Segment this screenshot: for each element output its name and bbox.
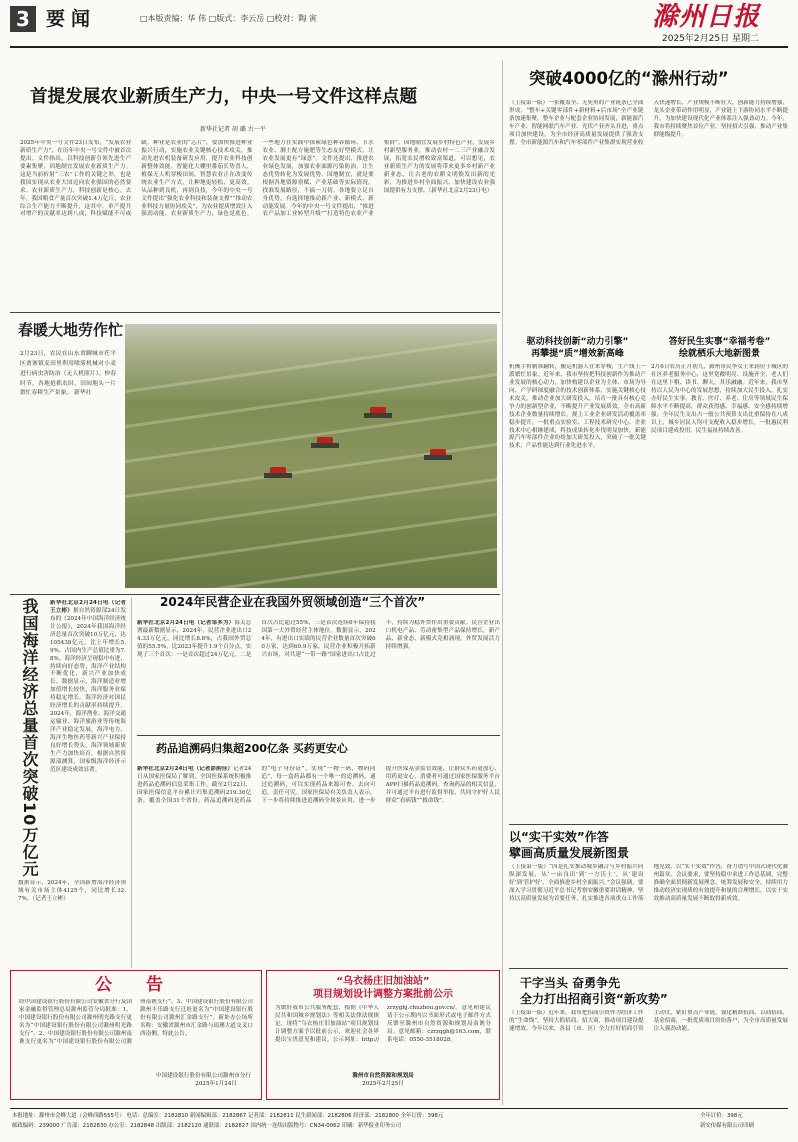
- lead: （上接第一版）: [509, 1010, 549, 1016]
- body-text: 据自然资源部24日发布的《2024年中国海洋经济统计公报》，2024年我国海洋经济总量首次突破10万亿元，达105438亿元，比上年增长5.9%，占国内生产总值比重为7.8%。海洋经济呈现稳中有进、持续向好态势，海洋产业结构不断优化，新兴产业加快成长。数据显示，海洋制造业增加值增长较快，海洋服务业保持稳定增长。海洋经济对国民经济增长的贡献率持续提升。2024年，海洋渔业、海洋交通运输业、海洋旅游业等传统海洋产业稳定发展，海洋电力、海洋生物医药等新兴产业保持良好增长势头，海洋领域新质生产力加快培育。根据自然资源部测算，国家级海洋经济示范区建设成效显著。: [50, 607, 126, 773]
- article-headline: 首提发展农业新质生产力，中央一号文件这样点题: [30, 87, 418, 107]
- notice-date: 2025年2月25日: [362, 1080, 404, 1087]
- article-body: 数据显示，2024年，全国新增海洋经济领域有关市场主体4125个，同比增长32.7%。（记者王立彬）: [18, 880, 126, 902]
- dateline: 新华社北京2月24日电（记者彭韵佳）: [137, 766, 233, 772]
- divider: [509, 968, 788, 969]
- tractor-icon: [270, 467, 286, 478]
- paper-logo: 滁州日报: [652, 2, 761, 32]
- dateline: 新华社北京2月24日电（记者邹多为）: [137, 620, 235, 626]
- article-body: 2025年中央一号文件23日发布，“发展农业新质生产力”，在历年中央一号文件中被首次提出。文件指出，以科技创新引领先进生产要素集聚，因地制宜发展农业新质生产力。这是当前折射“三农”工作的关键之举，也是我国实现从农业大国迈向农业强国的必然要求。农业新质生产力，科技创新是核心。去年，我国粮食产量首次突破1.4万亿斤，农业综合生产能力不断提升，这其中，单产提升对增产的贡献率达到八成，科技赋能不可或缺。种业是农业的“芯片”，要加快推进种业振兴行动，实施农业关键核心技术攻关，推动先进农机装备研发应用，提升农业科技创新整体效能。智能化大棚里番茄长势喜人，植保无人机穿梭田间，智慧农业正在改变传统农业生产方式，让种地更轻松、更高效。从品种到良机，再到良技，今年的中央一号文件提出“强化农业科技和装备支撑”“推动农业科技力量协同攻关”，为农业提质增效注入强劲动能。农业新质生产力，绿色是底色。一些地方在实践中探索绿色种养循环、节水农业、测土配方施肥等生态友好型模式，让农业发展更有“绿意”。文件还提出，推进农业绿色发展，加强农业面源污染防治，让生态优势转化为发展优势。因地制宜，就是要根据各地资源禀赋、产业基础等实际情况，找准发展路径，不搞一刀切。各地要立足自身优势，有选择地推动新产业、新模式、新动能发展。今年的中央一号文件提出，“推进农产品加工业转型升级”“打造特色农业产业集群”，因地制宜发展乡村特色产业，发展乡村新型服务业，推动农村一二三产业融合发展，拓宽农民增收致富渠道。可以想见，农业新质生产力的发展将带来更多乡村新产业新业态，让古老的农耕文明焕发出新的光彩，为推进乡村全面振兴、加快建设农业强国提供有力支撑。（新华社北京2月23日电）: [20, 140, 495, 218]
- footer-rule: [10, 1108, 788, 1109]
- section-title: 要闻: [46, 8, 97, 30]
- footer-price: 全年订价：398元: [700, 1113, 743, 1119]
- notice-title: 公 告: [95, 975, 177, 995]
- notice-box: [10, 970, 262, 1100]
- article-body: 机械手臂精准翻转，搬运机器人往来穿梭，生产线上一派繁忙景象。近年来，我市坚持把科技创新作为推动产业发展的核心动力，加快构建以企业为主体、市场为导向、产学研深度融合的技术创新体系，实施关键核心技术攻关，推动企业加大研发投入，培育一批具有核心竞争力的创新型企业，不断提升产业发展质效。全市高新技术企业数量持续增长，规上工业企业研发活动覆盖率稳步提升，一批重点实验室、工程技术研究中心、企业技术中心相继建成，科技成果转化步伐明显加快。新能源汽车零部件企业纷纷加大研发投入，突破了一批关键技术，产品性能达到行业先进水平。: [509, 364, 646, 450]
- vertical-headline: 我国海洋经济总量首次突破10万亿元: [20, 598, 39, 878]
- article-body: [509, 100, 788, 340]
- divider: [137, 735, 500, 736]
- photo-headline: 春暖大地劳作忙: [18, 321, 124, 339]
- notice-body: 为做好我市公共服务配套，根据《中华人民共和国城乡规划法》等相关法律法规规定，现将“乌衣杨庄旧加油站”项目规划设计调整方案予以批前公示，欢迎社会各界提出宝贵意见和建议。公示网址：http://zrzyghj.chuzhou.gov.cn/。意见和建议请于公示期内以书面形式或电子邮件方式反馈至滁州市自然资源和规划局南谯分局。意见邮箱：czrzqgh@163.com，联系电话：0550-3518028。: [275, 1005, 491, 1043]
- article-headline: 突破4000亿的“滁州行动”: [529, 69, 729, 88]
- dateline: 新华社北京2月24日电（记者王立彬）: [50, 600, 126, 614]
- article-headline: 以“实干实效”作答 擘画高质量发展新图景: [509, 830, 630, 860]
- tractor-icon: [430, 449, 446, 460]
- notice-signer: 滁州市自然资源和规划局: [352, 1073, 414, 1079]
- divider: [10, 312, 500, 313]
- article-body: [137, 620, 500, 730]
- footer-line: 邮政编码：239000 广告部：2182830 办公室：2182848 出版部：2182120 通联部：2182827 国内统一连续出版物号：CN34-0062 印刷：新华报业印务公司: [12, 1123, 402, 1129]
- article-body: [137, 766, 500, 966]
- article-body: 2月6日农历正月初九，滁州市民李女士来到位于城区的社区养老服务中心，这里宽敞明亮、设施齐全，老人们在这里下棋、读书、聊天，其乐融融。近年来，我市坚持以人民为中心的发展思想，持续加大民生投入，扎实办好民生实事，教育、医疗、养老、住房等领域民生保障水平不断提高，群众获得感、幸福感、安全感持续增强。全年民生支出占一般公共预算支出比重保持在八成以上，城乡居民人均可支配收入稳步增长，一批惠民利民项目建成投用，民生福祉持续改善。: [651, 364, 788, 434]
- photo-caption: [20, 350, 116, 500]
- notice-date: 2025年1月24日: [195, 1080, 237, 1087]
- subheading: 答好民生实事“幸福考卷” 绘就栖乐大地新图景: [668, 337, 771, 359]
- article-body: [509, 1010, 788, 1100]
- issue-date: 2025年2月25日 星期二: [662, 34, 759, 44]
- tractor-icon: [370, 407, 386, 418]
- footer-line: 本报地址：滁州市会峰大道（会峰西路555号） 电话：总编室：2182810 新闻编辑部：2182867 记者部：2182811 民生新闻部：2182806 经济部：2182800 全年订价：398元: [12, 1113, 444, 1119]
- farm-photo: [125, 324, 497, 588]
- byline: 新华社记者 胡 璐 古一平: [200, 126, 266, 133]
- header-rule: [10, 46, 788, 48]
- notice-title: “乌衣杨庄旧加油站” 项目规划设计调整方案批前公示: [313, 976, 453, 1000]
- body-text: 海关总署最新数据显示，2024年，民营企业进出口24.33万亿元，同比增长8.8%，占我国外贸总值的55.5%，比2023年提升1.9个百分点，实现了三个首次：一是首次超过24万亿元，二是首次占比超过55%，三是首次连续6年保持我国第一大外贸经营主体地位。数据显示，2024年，有进出口实绩的民营企业数量首次突破60万家，达到60.9万家。民营企业积极开拓新兴市场，对共建“一带一路”国家进出口占比过半，持续为稳外贸作出重要贡献。民营企业出口机电产品、劳动密集型产品保持增长，新产品、新业态、新模式竞相涌现，外贸发展活力持续增强。: [137, 620, 500, 658]
- article-headline: 干字当头 奋勇争先 全力打出招商引资“新攻势”: [520, 976, 668, 1006]
- footer-printer: 新安传媒有限公司印刷: [700, 1123, 754, 1129]
- body-text: 近年来，我市把招商引资作为经济工作的“生命线”，坚持大抓招商、招大商，推动项目建设提速增效。今年以来，各县（市、区）全力打好招商引资主动仗，紧盯重点产业链，强化精准招商、以商招商、基金招商，一批优质项目纷纷落户，为全市高质量发展注入强劲动能。: [509, 1010, 788, 1032]
- divider: [509, 824, 788, 825]
- article-headline: 2024年民营企业在我国外贸领域创造“三个首次”: [160, 595, 426, 609]
- article-body: [50, 600, 126, 875]
- photo-credit: 新华社: [74, 390, 92, 397]
- article-headline: 药品追溯码归集超200亿条 买药更安心: [156, 742, 348, 755]
- page-number: 3: [10, 6, 36, 32]
- article-body: [509, 864, 788, 966]
- notice-box: [266, 970, 500, 1100]
- notice-body: 经中国建设银行股份有限公司安徽省分行及国家金融监督管理总局滁州监管分局批准：1、中国建设银行股份有限公司滁州明光路支行更名为“中国建设银行股份有限公司滁州明光路支行”。2、中国建设银行股份有限公司滁州南谯支行更名为“中国建设银行股份有限公司滁州南谯支行”。3、中国建设银行股份有限公司滁州丰乐路支行迁址更名为“中国建设银行股份有限公司滁州汇金路支行”。新址办公场所名称：安徽省滁州市汇金路与琅琊大道交叉口西南侧。特此公告。: [19, 999, 253, 1045]
- column-divider: [502, 60, 503, 1105]
- subheading: 驱动科技创新“动力引擎” 再攀提“质”增效新高峰: [526, 337, 629, 359]
- body-text: 一张覆盖全、无死角的产业链条已全面形成，“整车+关键零部件+新材料+后市场”全产业链条加速集聚，整车企业与配套企业协同发展，新能源汽车产业、智能网联汽车产业、光伏产业齐头并进，重点项目加快建设，为全市经济高质量发展提供了强劲支撑。全市新能源汽车和汽车零部件产业集群实现营业收入快速增长，产业规模不断壮大，创新能力持续增强，龙头企业带动作用明显，产业链上下游协同水平不断提升，为加快建设现代化产业体系注入强劲动力。今年，我市将持续聚焦首位产业，坚持招大引强，推动产业集群能级提升。: [509, 100, 788, 146]
- notice-signer: 中国建设银行股份有限公司滁州市分行: [155, 1073, 251, 1079]
- tractor-icon: [317, 437, 333, 448]
- lead: （上接第一版）: [509, 100, 549, 106]
- column-divider: [131, 598, 132, 968]
- lead: （上接第一版）: [509, 864, 550, 870]
- body-text: “四是扎实推动城乡融合与乡村振兴向纵深发展，从‘一亩良田’到‘一方沃土’，从‘建设好’到‘管护好’，全面推进乡村全面振兴。”会议强调，要深入学习贯彻习近平总书记考察安徽重要讲话精神，坚持以高质量发展为首要任务，扎实推进各项重点工作落地见效，以“实干实效”作答，奋力谱写中国式现代化滁州篇章。会议要求，要坚持稳中求进工作总基调，完整准确全面贯彻新发展理念，统筹发展和安全，持续用力推动经济实现质的有效提升和量的合理增长，以实干实效推动高质量发展不断取得新成效。: [509, 864, 788, 902]
- caption-text: 2月23日，农民在山东省聊城市茌平区贾寨镇麦田里利用喷雾机械对小麦进行病虫害防治（无人机照片）。仲春时节，各地抢抓农时，田间地头一片繁忙春耕生产景象。: [20, 351, 116, 397]
- staff-line: □本版责编：华 伟 □版式：李云岳 □校对：陶 寅: [140, 14, 317, 23]
- body-text: 记者24日从国家医保局了解到，全国医保系统积极推进药品追溯码信息采集工作，截至2月22日，国家医保信息平台累计归集追溯码219.36亿条，覆盖全国31个省份。药品追溯码是药品的“电子身份证”，实现“一物一码，物码同追”，每一盒药品都有一个唯一的追溯码。通过追溯码，可以实现药品来源可查、去向可追、责任可究。国家医保局有关负责人表示，下一步将持续推进追溯码全场景应用，进一步提升医保基金监管效能，让群众买药更放心、用药更安心。消费者可通过国家医保服务平台APP扫描药品追溯码，查询药品的相关信息，并可通过平台进行监督举报，共同守护好人民群众“看病钱”“救命钱”。: [137, 766, 500, 804]
